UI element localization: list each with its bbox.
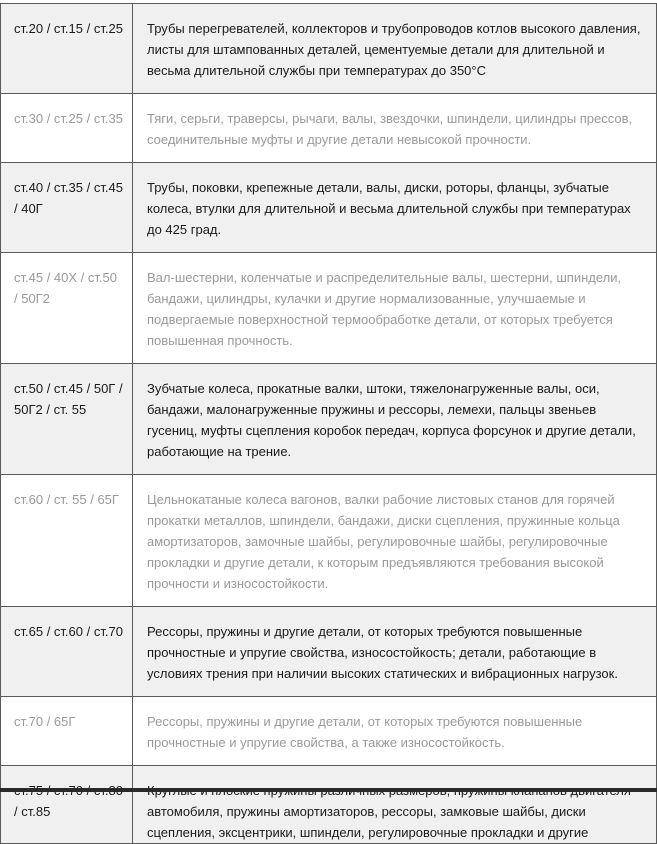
application-cell: Зубчатые колеса, прокатные валки, штоки, тяжелонагруженные валы, оси, бандажи, малонагруженные пружины и рессоры, лемехи, пальцы звеньев гусениц, муфты сцепления коробок передач, корпуса форсунок и другие детали, работающие на трение. (133, 364, 657, 475)
application-cell: Тяги, серьги, траверсы, рычаги, валы, звездочки, шпиндели, цилиндры прессов, соединительные муфты и другие детали невысокой прочности. (133, 94, 657, 163)
steel-grade-cell: / ст.85 (1, 766, 133, 844)
steel-grade-cell: ст.45 / 40Х / ст.50 / 50Г2 (1, 253, 133, 364)
table-row (1, 475, 657, 607)
steel-grade-cell: ст.40 / ст.35 / ст.45 / 40Г (1, 163, 133, 253)
application-cell: Вал-шестерни, коленчатые и распределительные валы, шестерни, шпиндели, бандажи, цилиндры, кулачки и другие нормализованные, улучшаемые и подвергаемые поверхностной термообработке детали, от которых требуется повышенная прочность. (133, 253, 657, 364)
application-cell: Рессоры, пружины и другие детали, от которых требуются повышенные прочностные и упругие свойства, а также износостойкость. (133, 697, 657, 766)
table-row (1, 163, 657, 253)
table-row (1, 607, 657, 697)
steel-grade-cell: ст.50 / ст.45 / 50Г / 50Г2 / ст. 55 (1, 364, 133, 475)
application-cell: автомобиля, пружины амортизаторов, рессоры, замковые шайбы, диски сцепления, эксцентрики, шпиндели, регулировочные прокладки и другие (133, 766, 657, 844)
steel-grades-table (0, 3, 657, 844)
table-row (1, 94, 657, 163)
table-row (1, 4, 657, 94)
steel-grade-cell: ст.70 / 65Г (1, 697, 133, 766)
application-cell: Трубы, поковки, крепежные детали, валы, диски, роторы, фланцы, зубчатые колеса, втулки для длительной и весьма длительной службы при температурах до 425 град. (133, 163, 657, 253)
table-row (1, 253, 657, 364)
table-row (1, 697, 657, 766)
table-row (1, 364, 657, 475)
application-cell: Трубы перегревателей, коллекторов и трубопроводов котлов высокого давления, листы для штампованных деталей, цементуемые детали для длительной и весьма длительной службы при температурах до 350°С (133, 4, 657, 94)
application-cell: Цельнокатаные колеса вагонов, валки рабочие листовых станов для горячей прокатки металлов, шпиндели, бандажи, диски сцепления, пружинные кольца амортизаторов, замочные шайбы, регулировочные шайбы, регулировочные прокладки и другие детали, к которым предъявляются требования высокой прочности и износостойкости. (133, 475, 657, 607)
bottom-border-bar (0, 788, 657, 792)
steel-grade-cell: ст.30 / ст.25 / ст.35 (1, 94, 133, 163)
table-row (1, 766, 657, 844)
steel-grade-cell: ст.60 / ст. 55 / 65Г (1, 475, 133, 607)
steel-grade-cell: ст.65 / ст.60 / ст.70 (1, 607, 133, 697)
application-cell: Рессоры, пружины и другие детали, от которых требуются повышенные прочностные и упругие свойства, износостойкость; детали, работающие в условиях трения при наличии высоких статических и вибрационных нагрузок. (133, 607, 657, 697)
steel-grade-cell: ст.20 / ст.15 / ст.25 (1, 4, 133, 94)
